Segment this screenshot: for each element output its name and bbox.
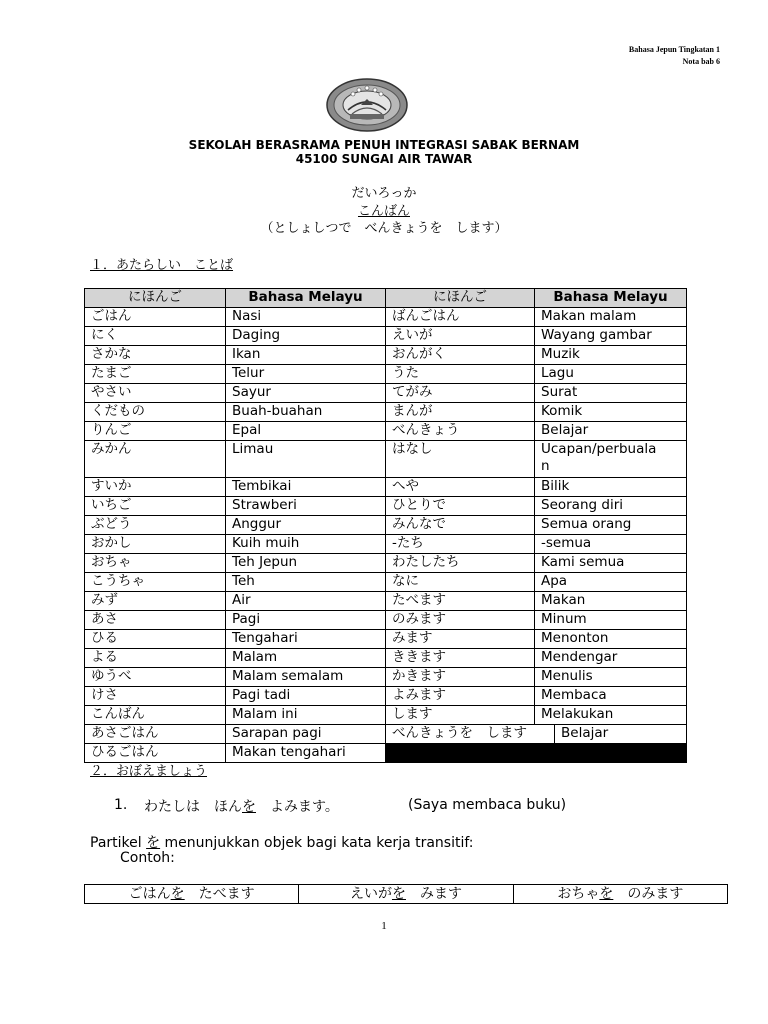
jp-word: ききます (386, 649, 535, 668)
malay-word: -semua (535, 535, 687, 554)
example-particle: を (391, 886, 406, 902)
jp-word: たまご (85, 365, 226, 384)
jp-word: こんばん (85, 706, 226, 725)
school-logo (326, 78, 408, 132)
example-particle: を (599, 886, 614, 902)
malay-word: Mendengar (535, 649, 687, 668)
jp-word: よみます (386, 687, 535, 706)
jp-word: ひとりで (386, 497, 535, 516)
malay-word: Menonton (535, 630, 687, 649)
merged-cell (386, 725, 687, 744)
table-row (85, 592, 687, 611)
jp-word: みかん (85, 441, 226, 478)
vocabulary-table (84, 288, 687, 763)
table-row (85, 441, 687, 478)
malay-word: Tembikai (226, 478, 386, 497)
malay-word: Daging (226, 327, 386, 346)
lesson-title: こんばん (357, 204, 410, 219)
malay-word: Epal (226, 422, 386, 441)
malay-word: Teh (226, 573, 386, 592)
example-cell (513, 885, 727, 904)
table-row (85, 725, 687, 744)
table-row (85, 346, 687, 365)
jp-word: あさごはん (85, 725, 226, 744)
jp-word: あさ (85, 611, 226, 630)
lesson-subtitle: （としょしつで べんきょうを します） (260, 221, 508, 236)
example-verb: たべます (184, 886, 255, 902)
table-row (85, 668, 687, 687)
malay-word: Tengahari (226, 630, 386, 649)
malay-word: Lagu (535, 365, 687, 384)
jp-word: けさ (85, 687, 226, 706)
jp-word: たべます (386, 592, 535, 611)
table-row (85, 554, 687, 573)
jp-word: いちご (85, 497, 226, 516)
malay-word: Belajar (554, 725, 614, 743)
table-row (85, 687, 687, 706)
malay-word: Kuih muih (226, 535, 386, 554)
jp-word: なに (386, 573, 535, 592)
malay-word: Seorang diri (535, 497, 687, 516)
jp-word: くだもの (85, 403, 226, 422)
malay-word: Malam semalam (226, 668, 386, 687)
table-row (85, 516, 687, 535)
jp-word: おちゃ (85, 554, 226, 573)
jp-word: みます (386, 630, 535, 649)
malay-word: Anggur (226, 516, 386, 535)
header-line-1: Bahasa Jepun Tingkatan 1 (628, 45, 720, 54)
jp-word: おかし (85, 535, 226, 554)
jp-word: よる (85, 649, 226, 668)
table-row (85, 403, 687, 422)
table-row (85, 630, 687, 649)
lesson-number: だいろっか (351, 186, 417, 201)
jp-word: べんきょう (386, 422, 535, 441)
example-noun: えいが (349, 886, 392, 902)
page-number: 1 (381, 920, 387, 932)
malay-word: Makan (535, 592, 687, 611)
jp-word: ばんごはん (386, 308, 535, 327)
jp-word: うた (386, 365, 535, 384)
malay-word: Nasi (226, 308, 386, 327)
header-bahasa-melayu-1: Bahasa Melayu (226, 289, 386, 308)
malay-word: Surat (535, 384, 687, 403)
malay-word: Ikan (226, 346, 386, 365)
jp-word: へや (386, 478, 535, 497)
example-noun: おちゃ (557, 886, 600, 902)
particle-note-after: menunjukkan objek bagi kata kerja transitif: (160, 835, 474, 851)
table-row (85, 478, 687, 497)
jp-word: えいが (386, 327, 535, 346)
document-header (629, 44, 720, 68)
table-row (85, 365, 687, 384)
malay-word: Kami semua (535, 554, 687, 573)
jp-word: こうちゃ (85, 573, 226, 592)
jp-word: かきます (386, 668, 535, 687)
table-row (85, 308, 687, 327)
example-row (85, 885, 728, 904)
jp-word: べんきょうを します (392, 725, 527, 741)
malay-word-line-1: Ucapan/perbuala (541, 441, 657, 457)
table-row (85, 497, 687, 516)
particle-note-particle: を (146, 835, 161, 851)
table-row (85, 649, 687, 668)
jp-word: みず (85, 592, 226, 611)
section-2-title: ２．おぼえましょう (90, 764, 208, 779)
malay-word: Pagi (226, 611, 386, 630)
malay-word-wrapped (535, 441, 687, 478)
jp-word: みんなで (386, 516, 535, 535)
example-sentence (144, 796, 339, 816)
table-row (85, 535, 687, 554)
jp-word: ぶどう (85, 516, 226, 535)
jp-word: はなし (386, 441, 535, 478)
table-row (85, 422, 687, 441)
header-bahasa-melayu-2: Bahasa Melayu (535, 289, 687, 308)
malay-word: Menulis (535, 668, 687, 687)
school-name: SEKOLAH BERASRAMA PENUH INTEGRASI SABAK BERNAM (188, 138, 580, 152)
malay-word: Teh Jepun (226, 554, 386, 573)
jp-word: します (386, 706, 535, 725)
header-nihongo-2: にほんご (386, 289, 535, 308)
jp-word: わたしたち (386, 554, 535, 573)
section-1-title: １．あたらしい ことば (90, 258, 234, 273)
jp-word: すいか (85, 478, 226, 497)
malay-word: Pagi tadi (226, 687, 386, 706)
example-table (84, 884, 728, 904)
malay-word: Wayang gambar (535, 327, 687, 346)
malay-word: Bilik (535, 478, 687, 497)
table-row (85, 573, 687, 592)
jp-word: ごはん (85, 308, 226, 327)
malay-word: Air (226, 592, 386, 611)
example-cell (85, 885, 299, 904)
example-cell (299, 885, 513, 904)
malay-word: Belajar (535, 422, 687, 441)
malay-word: Muzik (535, 346, 687, 365)
malay-word: Malam ini (226, 706, 386, 725)
jp-word: まんが (386, 403, 535, 422)
malay-word: Limau (226, 441, 386, 478)
malay-word: Apa (535, 573, 687, 592)
malay-word: Strawberi (226, 497, 386, 516)
header-line-2: Nota bab 6 (682, 57, 720, 66)
school-address: 45100 SUNGAI AIR TAWAR (295, 152, 473, 166)
jp-word: りんご (85, 422, 226, 441)
contoh-label: Contoh: (120, 850, 175, 866)
example-number: 1. (114, 797, 128, 813)
example-verb: みます (405, 886, 462, 902)
malay-word: Makan malam (535, 308, 687, 327)
vocab-header-row (85, 289, 687, 308)
table-row (85, 384, 687, 403)
particle-wo: を (242, 799, 256, 815)
jp-word: ひるごはん (85, 744, 226, 763)
malay-word: Makan tengahari (226, 744, 386, 763)
malay-word: Komik (535, 403, 687, 422)
example-meaning: (Saya membaca buku) (408, 797, 567, 813)
malay-word: Sarapan pagi (226, 725, 386, 744)
jp-word: てがみ (386, 384, 535, 403)
example-jp-after: よみます。 (256, 799, 339, 815)
jp-word: にく (85, 327, 226, 346)
particle-note-before: Partikel (90, 835, 147, 851)
example-verb: のみます (613, 886, 684, 902)
example-jp-before: わたしは ほん (144, 799, 242, 815)
malay-word: Malam (226, 649, 386, 668)
example-noun: ごはん (128, 886, 171, 902)
blacked-out-cell (386, 744, 687, 763)
malay-word: Buah-buahan (226, 403, 386, 422)
jp-word: さかな (85, 346, 226, 365)
malay-word: Semua orang (535, 516, 687, 535)
example-particle: を (170, 886, 185, 902)
malay-word: Melakukan (535, 706, 687, 725)
malay-word: Minum (535, 611, 687, 630)
jp-word: やさい (85, 384, 226, 403)
malay-word: Telur (226, 365, 386, 384)
table-row (85, 327, 687, 346)
jp-word: のみます (386, 611, 535, 630)
jp-word: おんがく (386, 346, 535, 365)
header-nihongo-1: にほんご (85, 289, 226, 308)
malay-word: Sayur (226, 384, 386, 403)
jp-word: ひる (85, 630, 226, 649)
jp-word: -たち (386, 535, 535, 554)
malay-word-line-2: n (541, 458, 550, 474)
jp-word: ゆうべ (85, 668, 226, 687)
particle-note (90, 832, 474, 852)
table-row (85, 611, 687, 630)
table-row (85, 706, 687, 725)
malay-word: Membaca (535, 687, 687, 706)
